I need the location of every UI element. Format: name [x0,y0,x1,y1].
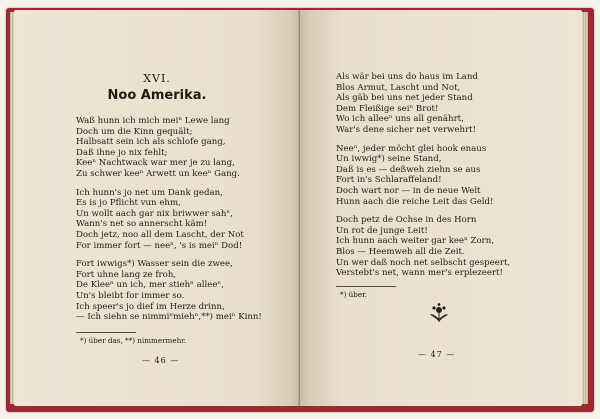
stanza [336,144,510,208]
verse-line: Wann's net so annerscht käm! [76,219,208,230]
verse-line: Un wollt aach gar nix briwwer sahⁿ, [76,208,233,219]
verse-line: Doch jetz, noo all dem Lascht, der Not [76,229,244,240]
verse-line: Waß hunn ich mich meiⁿ Lewe lang [76,116,230,126]
verse-line: Fort in's Schlaraffeland! [336,175,442,186]
stanza [336,215,510,279]
verse-line: Un wer daß noch net selbscht gespeert, [336,257,511,268]
stanza [76,116,262,180]
verse-line: Daß ihne jo nix fehlt; [76,147,168,158]
verse-line: Ich hunn's jo net um Dank gedan, [76,187,223,198]
verse-line: Blos — Heemweh all die Zeit. [336,246,465,257]
poem-title: Noo Amerika. [107,88,207,103]
chapter-number: XVI. [143,72,171,85]
footnote-rule [336,286,396,287]
verse-line: Als wär bei uns do haus im Land [336,72,478,82]
verse-line: Doch petz de Ochse in des Horn [336,215,477,226]
verse-line: Hunn aach die reiche Leit das Geld! [336,196,494,207]
stanza [76,188,262,252]
stanza [76,259,262,323]
verse-line: For immer fort — neeⁿ, 's is meiⁿ Dod! [76,240,243,251]
footnote-rule [76,332,136,333]
verse-line: — Ich siehn se nimmiⁿmiehⁿ,**) meiⁿ Kinn! [76,312,262,323]
page-edges-right [582,12,588,404]
verse-line: Neeⁿ, jeder möcht glei hook enaus [336,143,487,154]
verse-line: Es is jo Pflicht vun ehm, [76,198,181,209]
verse-line: Wo ich alleeⁿ uns all genährt, [336,114,464,125]
verse-line: Dem Fleißige seiⁿ Brot! [336,103,439,114]
right-page [300,10,582,406]
verse-line: Daß is es — deßweh ziehn se aus [336,164,481,175]
verse-line: Doch wart nor — in de neue Welt [336,185,481,196]
verse-line: Doch um die Kinn gequält; [76,126,193,137]
poem-verses-left [76,116,262,331]
verse-line: Un's bleibt for immer so. [76,290,185,301]
floral-ornament-icon [426,302,452,324]
page-number: — 46 — [142,356,180,365]
verse-line: Als gäb bei uns net jeder Stand [336,93,473,104]
poem-verses-right [336,72,510,287]
stanza [336,72,510,136]
verse-line: Un iwwig*) seine Stand, [336,154,442,165]
verse-line: Blos Armut, Lascht und Not, [336,82,461,93]
left-page [14,10,300,406]
verse-line: De Kleeⁿ un ich, mer stiehⁿ alleeⁿ, [76,280,224,291]
verse-line: War's dene sicher net verwehrt! [336,124,477,135]
verse-line: Zu schwer keeⁿ Arwett un keeⁿ Gang. [76,168,240,179]
verse-line: Un rot de junge Leit! [336,225,428,236]
verse-line: Ich hunn aach weiter gar keeⁿ Zorn, [336,236,495,247]
verse-line: Fort uhne lang ze froh, [76,269,177,280]
verse-line: Halbsatt sein ich als schlofe gang, [76,137,226,148]
footnote: *) über das, **) nimmermehr. [80,336,187,345]
verse-line: Ich speer's jo dief im Herze drinn, [76,301,225,312]
page-number: — 47 — [418,350,456,359]
verse-line: Fort iwwigs*) Wasser sein die zwee, [76,259,233,270]
verse-line: Keeⁿ Nachtwack war mer je zu lang, [76,158,235,169]
verse-line: Verstebt's net, wann mer's erplezeert! [336,268,503,279]
footnote: *) über. [340,290,368,299]
